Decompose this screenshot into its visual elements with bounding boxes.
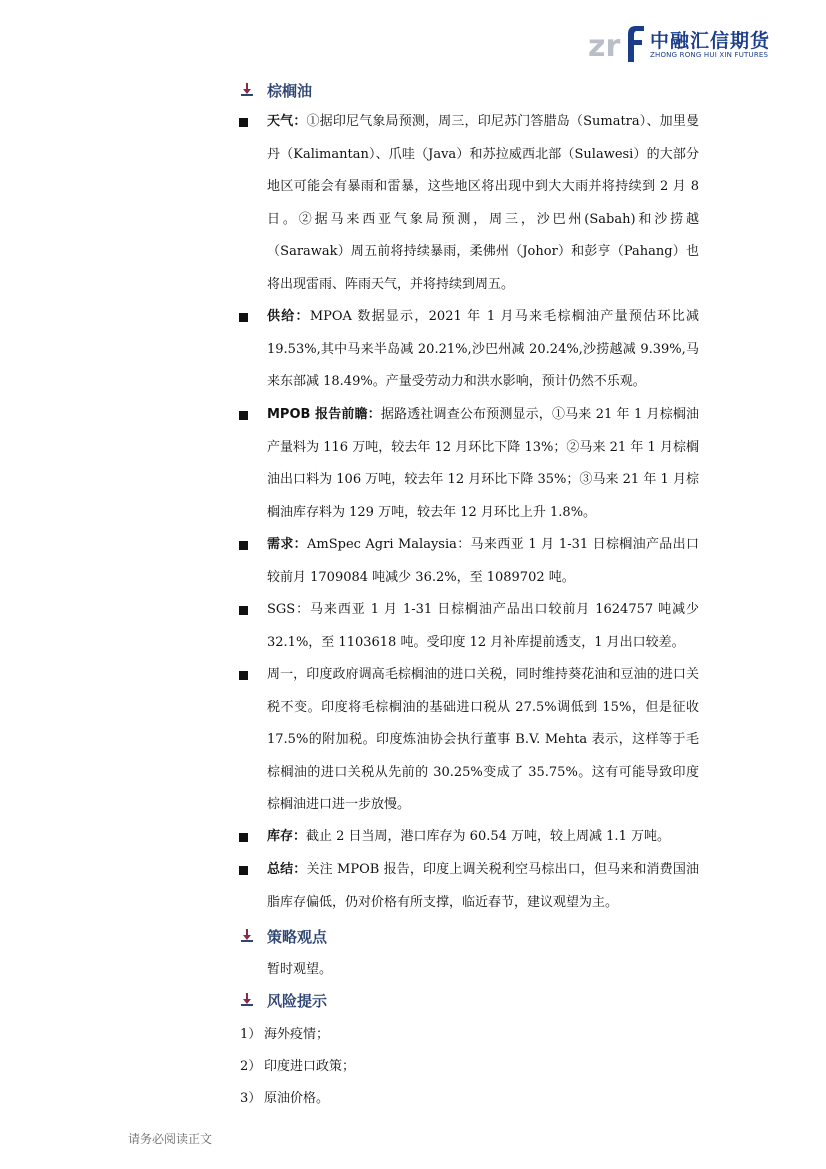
bullet-square-icon — [239, 833, 248, 842]
item-text: MPOA 数据显示，2021 年 1 月马来毛棕榈油产量预估环比减 19.53%,其中马来半岛减 20.21%,沙巴州减 20.24%,沙捞越减 9.39%,马来东部减 18.49%。产量受劳动力和洪水影响，预计仍然不乐观。 — [267, 309, 699, 389]
logo-chinese-name: 中融汇信期货 — [650, 30, 771, 52]
section-title: 风险提示 — [267, 992, 328, 1010]
bullet-square-icon — [239, 411, 248, 420]
item-label: 供给： — [267, 309, 310, 324]
paragraph-supply — [267, 301, 699, 399]
paragraph-inventory — [267, 821, 699, 854]
risk-text: 印度进口政策； — [264, 1059, 356, 1074]
section-arrow-icon — [240, 83, 254, 97]
risk-item — [240, 1055, 355, 1074]
paragraph-india — [267, 659, 699, 822]
item-text: 周一，印度政府调高毛棕榈油的进口关税，同时维持葵花油和豆油的进口关税不变。印度将毛棕榈油的基础进口税从 27.5%调低到 15%，但是征收 17.5%的附加税。印度炼油协会执行董事 B.V. Mehta 表示，这样等于毛棕榈油的进口关税从先前的 30.25%变成了 35.75%。这有可能导致印度棕榈油进口进一步放慢。 — [267, 667, 699, 812]
paragraph-demand — [267, 529, 699, 594]
item-text: 据路透社调查公布预测显示，①马来 21 年 1 月棕榈油产量料为 116 万吨，较去年 12 月环比下降 13%；②马来 21 年 1 月棕榈油出口料为 106 万吨，较去年 12 月环比下降 35%；③马来 21 年 1 月棕榈油库存料为 129 万吨，较去年 12 月环比上升 1.8%。 — [267, 407, 700, 520]
zf-logo-mark-icon — [588, 22, 648, 64]
risk-text: 海外疫情； — [264, 1027, 330, 1042]
item-text: AmSpec Agri Malaysia：马来西亚 1 月 1-31 日棕榈油产品出口较前月 1709084 吨减少 36.2%，至 1089702 吨。 — [267, 537, 699, 585]
bullet-square-icon — [239, 866, 248, 875]
bullet-square-icon — [239, 541, 248, 550]
item-text: SGS：马来西亚 1 月 1-31 日棕榈油产品出口较前月 1624757 吨减少 32.1%，至 1103618 吨。受印度 12 月补库提前透支，1 月出口较差。 — [267, 602, 699, 650]
paragraph-mpob — [267, 399, 699, 529]
item-text: 关注 MPOB 报告，印度上调关税利空马棕出口，但马来和消费国油脂库存偏低，仍对价格有所支撑，临近春节，建议观望为主。 — [267, 862, 699, 910]
bullet-square-icon — [239, 118, 248, 127]
paragraph-weather — [267, 106, 699, 301]
risk-number: 1） — [240, 1027, 262, 1042]
section-arrow-icon — [240, 993, 254, 1007]
section-title: 策略观点 — [267, 928, 328, 946]
risk-text: 原油价格。 — [264, 1091, 330, 1106]
risk-number: 3） — [240, 1091, 262, 1106]
strategy-text: 暂时观望。 — [267, 962, 333, 977]
paragraph-sgs — [267, 594, 699, 659]
item-label: MPOB 报告前瞻： — [267, 407, 381, 422]
risk-item — [240, 1087, 329, 1106]
risk-number: 2） — [240, 1059, 262, 1074]
bullet-square-icon — [239, 606, 248, 615]
logo-english-name: ZHONG RONG HUI XIN FUTURES — [650, 51, 769, 59]
item-label: 天气： — [267, 114, 307, 129]
item-label: 需求： — [267, 537, 308, 552]
paragraph-summary — [267, 854, 699, 919]
svg-text:zr: zr — [588, 29, 621, 64]
section-title: 棕榈油 — [267, 82, 313, 100]
item-label: 库存： — [267, 829, 307, 844]
section-arrow-icon — [240, 929, 254, 943]
company-logo — [588, 22, 788, 64]
page-footer: 请务必阅读正文 — [128, 1132, 213, 1146]
bullet-square-icon — [239, 671, 248, 680]
item-text: ①据印尼气象局预测，周三，印尼苏门答腊岛（Sumatra）、加里曼丹（Kalimantan）、爪哇（Java）和苏拉威西北部（Sulawesi）的大部分地区可能会有暴雨和雷暴，这些地区将出现中到大大雨并将持续到 2 月 8 日。②据马来西亚气象局预测，周三，沙巴州(Sabah)和沙捞越（Sarawak）周五前将持续暴雨，柔佛州（Johor）和彭亨（Pahang）也将出现雷雨、阵雨天气，并将持续到周五。 — [267, 114, 699, 292]
risk-item — [240, 1023, 329, 1042]
bullet-square-icon — [239, 313, 248, 322]
item-label: 总结： — [267, 862, 307, 877]
item-text: 截止 2 日当周，港口库存为 60.54 万吨，较上周减 1.1 万吨。 — [306, 829, 670, 844]
